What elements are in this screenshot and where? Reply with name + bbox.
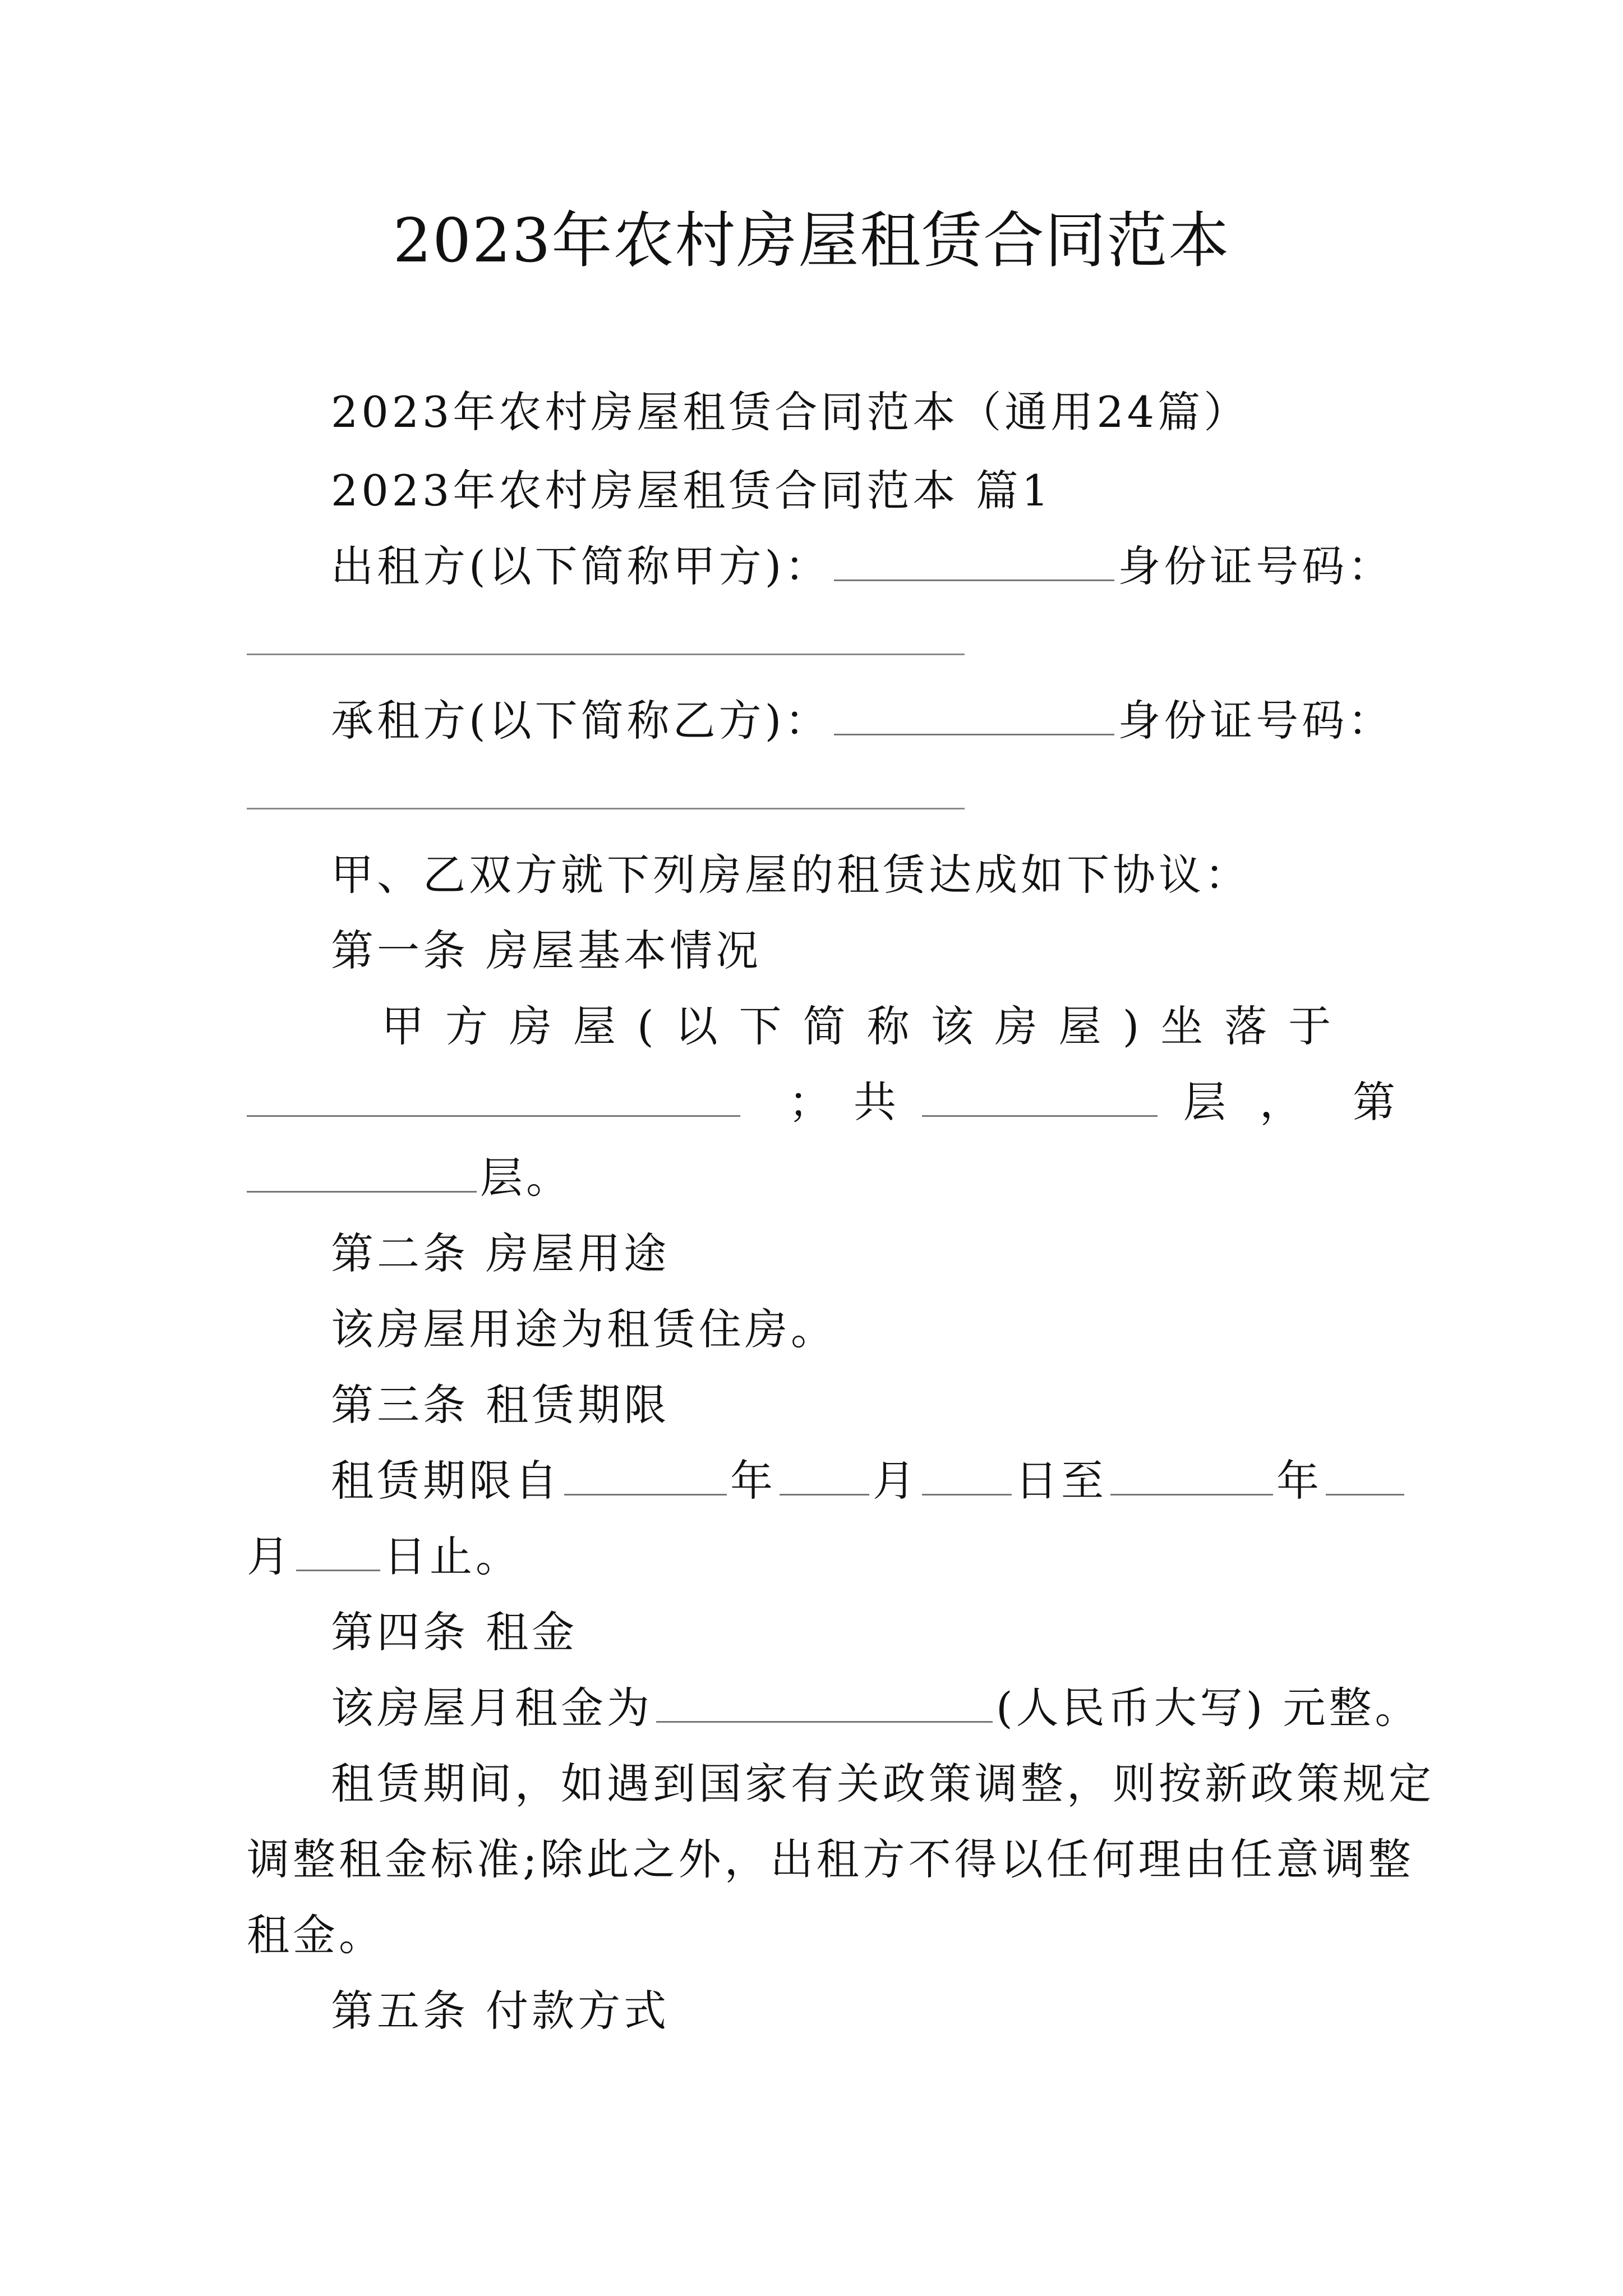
article1-location-line: 甲方房屋(以下简称该房屋)坐落于 xyxy=(381,1001,1353,1051)
year-label: 年 xyxy=(1276,1456,1322,1506)
section-heading: 2023年农村房屋租赁合同范本 篇1 xyxy=(331,466,1052,516)
rent-prefix: 该房屋月租金为 xyxy=(331,1683,653,1733)
day-to-label: 日至 xyxy=(1015,1456,1107,1506)
article4-adjust-2: 调整租金标准;除此之外，出租方不得以任何理由任意调整 xyxy=(247,1834,1414,1884)
lessee-id-label: 身份证号码： xyxy=(1118,696,1394,746)
lessor-id-label: 身份证号码： xyxy=(1118,541,1394,591)
article1-floor-line xyxy=(247,1147,572,1209)
location-blank xyxy=(247,1071,740,1117)
agreement-intro: 甲、乙双方就下列房屋的租赁达成如下协议： xyxy=(331,850,1251,900)
lessor-id-blank xyxy=(247,654,965,655)
rent-amount-blank xyxy=(656,1677,993,1723)
floor-number-blank xyxy=(247,1147,477,1193)
month-label: 月 xyxy=(247,1531,293,1581)
article4-adjust-3: 租金。 xyxy=(247,1910,385,1960)
end-year-blank xyxy=(1110,1450,1273,1496)
lessor-label: 出租方(以下简称甲方)： xyxy=(331,541,831,591)
article3-term-line-2 xyxy=(247,1526,522,1588)
start-month-blank xyxy=(780,1450,869,1496)
article3-heading: 第三条 租赁期限 xyxy=(331,1380,670,1430)
lessor-name-blank xyxy=(834,536,1114,581)
lessee-name-blank xyxy=(834,690,1114,735)
article4-adjust-1: 租赁期间，如遇到国家有关政策调整，则按新政策规定 xyxy=(331,1759,1435,1809)
floors-unit: 层， xyxy=(1183,1077,1336,1127)
document-title: 2023年农村房屋租赁合同范本 xyxy=(393,206,1230,276)
start-year-blank xyxy=(564,1450,727,1496)
article3-term-line xyxy=(331,1450,1408,1512)
article1-floors-line xyxy=(247,1071,1399,1133)
lessee-id-blank xyxy=(247,808,965,809)
lessee-line xyxy=(331,690,1394,752)
document-subtitle: 2023年农村房屋租赁合同范本（通用24篇） xyxy=(331,387,1250,437)
end-day-blank xyxy=(296,1526,380,1571)
total-floors-label: ；共 xyxy=(789,1077,919,1127)
total-floors-blank xyxy=(922,1071,1158,1117)
article2-heading: 第二条 房屋用途 xyxy=(331,1228,670,1278)
lessor-line xyxy=(331,536,1394,597)
article4-rent-line xyxy=(331,1677,1421,1739)
lessee-label: 承租方(以下简称乙方)： xyxy=(331,696,831,746)
article5-heading: 第五条 付款方式 xyxy=(331,1986,670,2036)
rent-suffix: (人民币大写) 元整。 xyxy=(996,1683,1421,1733)
floor-prefix: 第 xyxy=(1353,1077,1399,1127)
start-day-blank xyxy=(922,1450,1012,1496)
month-label: 月 xyxy=(873,1456,919,1506)
term-prefix: 租赁期限自 xyxy=(331,1456,561,1506)
article2-text: 该房屋用途为租赁住房。 xyxy=(331,1304,837,1354)
term-end: 日止。 xyxy=(384,1531,522,1581)
article4-heading: 第四条 租金 xyxy=(331,1607,578,1657)
end-month-blank xyxy=(1326,1450,1404,1496)
article1-heading: 第一条 房屋基本情况 xyxy=(331,926,762,976)
year-label: 年 xyxy=(730,1456,776,1506)
floor-suffix: 层。 xyxy=(480,1153,572,1203)
